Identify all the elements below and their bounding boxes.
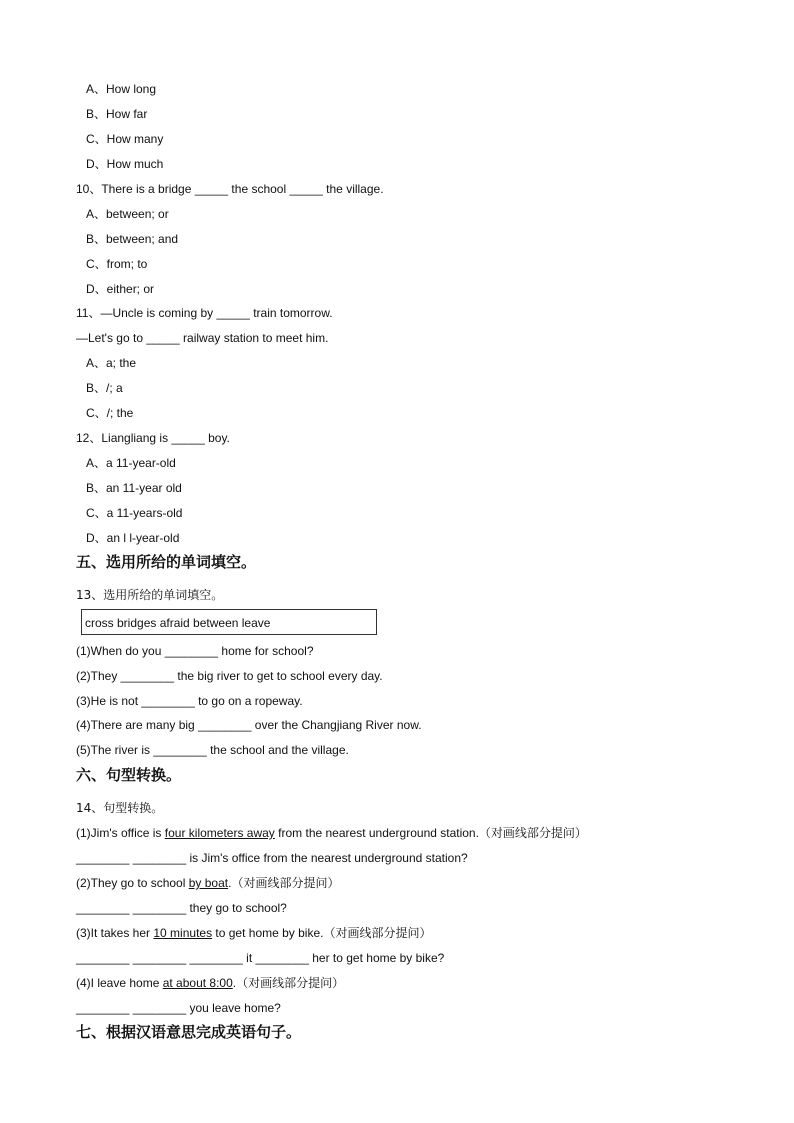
q12-option-d: D、an l l-year-old [86, 531, 180, 545]
q14-s2-pre: (2)They go to school [76, 876, 189, 890]
q14-s2-underlined: by boat [188, 876, 229, 890]
q13-item-1: (1)When do you ________ home for school? [76, 644, 314, 658]
q10-option-b: B、between; and [86, 232, 179, 246]
q14-answer-4: ________ ________ you leave home? [76, 1001, 281, 1015]
q14-s1-underlined: four kilometers away [164, 826, 275, 840]
q12-option-c: C、a 11-years-old [86, 506, 183, 520]
q11-stem-2: —Let's go to _____ railway station to meet him. [76, 331, 329, 345]
q14-s3-underlined: 10 minutes [153, 926, 213, 940]
q14-answer-3: ________ ________ ________ it ________ her to get home by bike? [76, 951, 445, 965]
q14-answer-1: ________ ________ is Jim's office from the nearest underground station? [76, 851, 468, 865]
q14-title: 14、句型转换。 [76, 801, 164, 815]
section-6-heading: 六、句型转换。 [76, 766, 182, 784]
q14-s1-pre: (1)Jim's office is [76, 826, 165, 840]
q9-option-c: C、How many [86, 132, 164, 146]
q13-item-4: (4)There are many big ________ over the Changjiang River now. [76, 718, 422, 732]
q13-title: 13、选用所给的单词填空。 [76, 588, 224, 602]
q14-answer-2: ________ ________ they go to school? [76, 901, 287, 915]
q14-s1-post: from the nearest underground station.（对画线部分提问） [274, 826, 587, 840]
q14-sentence-1 [76, 825, 587, 841]
q11-stem-1: 11、—Uncle is coming by _____ train tomorrow. [76, 306, 333, 320]
q14-s3-pre: (3)It takes her [76, 926, 154, 940]
q11-option-a: A、a; the [86, 356, 137, 370]
q13-item-3: (3)He is not ________ to go on a ropeway. [76, 694, 303, 708]
q12-option-a: A、a 11-year-old [86, 456, 176, 470]
q9-option-d: D、How much [86, 157, 164, 171]
q10-option-a: A、between; or [86, 207, 169, 221]
q14-s2-post: .（对画线部分提问） [228, 876, 340, 890]
section-7-heading: 七、根据汉语意思完成英语句子。 [76, 1023, 302, 1041]
q14-sentence-4 [76, 975, 344, 991]
q14-s4-post: .（对画线部分提问） [232, 976, 345, 990]
q10-option-d: D、either; or [86, 282, 155, 296]
q14-sentence-3 [76, 925, 431, 941]
q13-item-5: (5)The river is ________ the school and the village. [76, 743, 349, 757]
q10-option-c: C、from; to [86, 257, 148, 271]
q13-item-2: (2)They ________ the big river to get to school every day. [76, 669, 383, 683]
q9-option-a: A、How long [86, 82, 157, 96]
q11-option-c: C、/; the [86, 406, 134, 420]
q14-s4-pre: (4)I leave home [76, 976, 163, 990]
q12-option-b: B、an 11-year old [86, 481, 182, 495]
q14-sentence-2 [76, 875, 339, 891]
word-box [81, 609, 377, 635]
q11-option-b: B、/; a [86, 381, 123, 395]
q12-stem: 12、Liangliang is _____ boy. [76, 431, 230, 445]
q9-option-b: B、How far [86, 107, 148, 121]
word-box-text: cross bridges afraid between leave [85, 616, 271, 630]
q10-stem: 10、There is a bridge _____ the school _____ the village. [76, 182, 384, 196]
section-5-heading: 五、选用所给的单词填空。 [76, 553, 257, 571]
q14-s4-underlined: at about 8:00 [162, 976, 233, 990]
q14-s3-post: to get home by bike.（对画线部分提问） [212, 926, 432, 940]
